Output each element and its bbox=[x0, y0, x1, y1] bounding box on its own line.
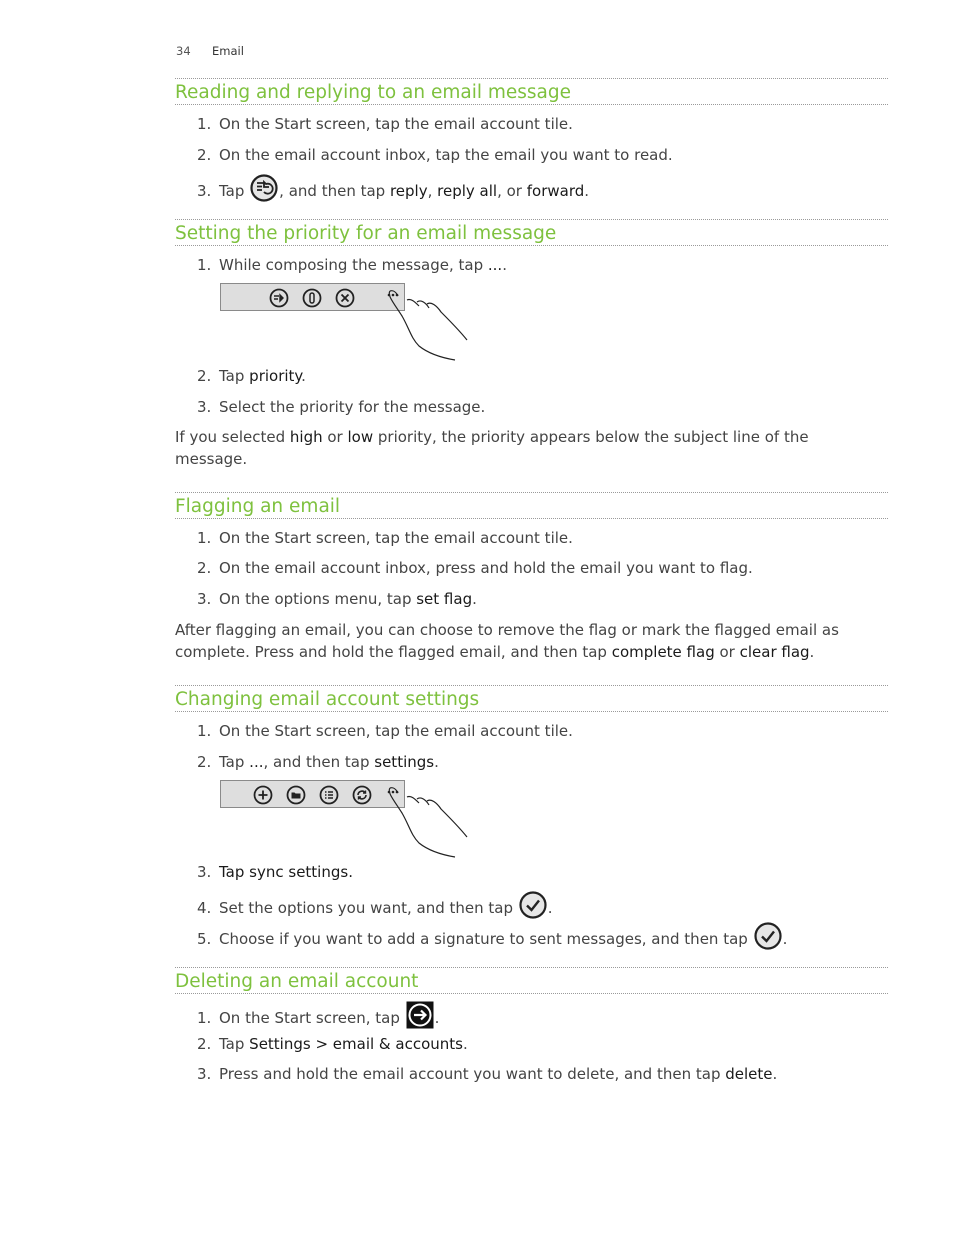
step-number: 2. bbox=[197, 1035, 212, 1053]
step-number: 2. bbox=[197, 753, 212, 771]
step-number: 2. bbox=[197, 146, 212, 164]
step-text: . bbox=[547, 899, 553, 917]
sync-icon bbox=[352, 785, 372, 809]
section-reading bbox=[175, 78, 888, 200]
step-text: , and then tap bbox=[263, 753, 375, 771]
list-item bbox=[197, 860, 353, 884]
list-item bbox=[197, 364, 306, 388]
step-number: 3. bbox=[197, 590, 212, 608]
delete-label: delete bbox=[725, 1065, 773, 1083]
pointing-hand-icon bbox=[387, 785, 473, 863]
step-number: 3. bbox=[197, 182, 212, 200]
step-text: Tap bbox=[219, 367, 250, 385]
priority-label: priority bbox=[249, 367, 302, 385]
para-text: or bbox=[714, 643, 740, 661]
step-text: . bbox=[782, 930, 788, 948]
section-deleting bbox=[175, 967, 888, 1083]
para-text: After flagging an email, you can choose to remove the flag or mark the flagged email as complete. Press and hold the flagged email, and then tap bbox=[175, 621, 839, 661]
step-text: On the options menu, tap bbox=[219, 590, 417, 608]
step-number: 2. bbox=[197, 367, 212, 385]
forward-label: forward bbox=[526, 182, 585, 200]
step-text: . bbox=[301, 367, 306, 385]
step-text: Select the priority for the message. bbox=[219, 398, 486, 416]
para-text: priority, the priority appears below the subject line of the message. bbox=[175, 428, 809, 468]
step-number: 1. bbox=[197, 529, 212, 547]
more-dots-icon: ... bbox=[249, 753, 264, 771]
list-item bbox=[197, 556, 753, 580]
list-item bbox=[197, 587, 477, 611]
new-icon bbox=[253, 785, 273, 809]
list-item bbox=[197, 395, 485, 419]
step-text: . bbox=[502, 256, 507, 274]
step-text: Tap bbox=[219, 1035, 250, 1053]
step-number: 1. bbox=[197, 115, 212, 133]
step-text: On the Start screen, tap the email account tile. bbox=[219, 115, 573, 133]
app-bar-image bbox=[220, 780, 405, 808]
step-number: 1. bbox=[197, 1009, 212, 1027]
list-item bbox=[197, 1001, 439, 1025]
step-number: 3. bbox=[197, 398, 212, 416]
list-item bbox=[197, 1062, 777, 1086]
attach-icon bbox=[302, 288, 322, 312]
sync-settings-label: Tap sync settings. bbox=[219, 863, 353, 881]
note-paragraph bbox=[175, 619, 875, 663]
para-text: . bbox=[809, 643, 815, 661]
step-text: Press and hold the email account you want to delete, and then tap bbox=[219, 1065, 726, 1083]
clear-flag-label: clear flag bbox=[739, 643, 810, 661]
step-text: , and then tap bbox=[279, 182, 390, 200]
step-number: 1. bbox=[197, 256, 212, 274]
list-item bbox=[197, 112, 573, 136]
step-text: . bbox=[434, 1009, 440, 1027]
set-flag-label: set flag bbox=[416, 590, 473, 608]
reply-icon bbox=[250, 174, 278, 209]
para-text: If you selected bbox=[175, 428, 290, 446]
step-number: 3. bbox=[197, 1065, 212, 1083]
step-number: 3. bbox=[197, 863, 212, 881]
arrow-right-icon bbox=[406, 1001, 434, 1036]
step-text: While composing the message, tap bbox=[219, 256, 488, 274]
section-heading: Flagging an email bbox=[175, 492, 888, 519]
list-item bbox=[197, 922, 787, 946]
settings-label: settings bbox=[374, 753, 435, 771]
section-settings bbox=[175, 685, 888, 948]
step-text: On the email account inbox, press and hold the email you want to flag. bbox=[219, 559, 753, 577]
priority-icon bbox=[269, 288, 289, 312]
list-item bbox=[197, 719, 573, 743]
step-text: Tap bbox=[219, 182, 250, 200]
reply-all-label: reply all bbox=[437, 182, 498, 200]
section-heading: Reading and replying to an email message bbox=[175, 78, 888, 105]
note-paragraph bbox=[175, 426, 875, 470]
pointing-hand-icon bbox=[387, 288, 473, 366]
select-icon bbox=[319, 785, 339, 809]
step-text: , or bbox=[497, 182, 527, 200]
step-text: On the email account inbox, tap the email you want to read. bbox=[219, 146, 673, 164]
list-item bbox=[197, 253, 507, 277]
step-number: 1. bbox=[197, 722, 212, 740]
reply-label: reply bbox=[389, 182, 428, 200]
step-text: . bbox=[434, 753, 439, 771]
section-priority bbox=[175, 219, 888, 468]
step-text: , bbox=[427, 182, 438, 200]
complete-flag-label: complete flag bbox=[611, 643, 715, 661]
running-header bbox=[176, 44, 244, 58]
step-text: . bbox=[462, 1035, 468, 1053]
step-number: 2. bbox=[197, 559, 212, 577]
section-flagging bbox=[175, 492, 888, 661]
discard-icon bbox=[335, 288, 355, 312]
section-heading: Deleting an email account bbox=[175, 967, 888, 994]
settings-path-label: Settings > email & accounts bbox=[249, 1035, 463, 1053]
list-item bbox=[197, 750, 439, 774]
step-text: . bbox=[772, 1065, 778, 1083]
step-text: Choose if you want to add a signature to sent messages, and then tap bbox=[219, 930, 753, 948]
section-heading: Changing email account settings bbox=[175, 685, 888, 712]
step-number: 4. bbox=[197, 899, 212, 917]
step-text: On the Start screen, tap the email account tile. bbox=[219, 722, 573, 740]
step-text: . bbox=[472, 590, 477, 608]
list-item bbox=[197, 174, 589, 198]
app-bar-image bbox=[220, 283, 405, 311]
list-item bbox=[197, 1032, 468, 1056]
step-text: On the Start screen, tap the email account tile. bbox=[219, 529, 573, 547]
high-label: high bbox=[289, 428, 323, 446]
step-text: Set the options you want, and then tap bbox=[219, 899, 518, 917]
section-heading: Setting the priority for an email message bbox=[175, 219, 888, 246]
step-text: On the Start screen, tap bbox=[219, 1009, 405, 1027]
list-item bbox=[197, 526, 573, 550]
step-number: 5. bbox=[197, 930, 212, 948]
more-dots-icon: ... bbox=[487, 256, 503, 274]
checkmark-icon bbox=[519, 891, 547, 926]
chapter-title: Email bbox=[212, 44, 244, 58]
step-text: . bbox=[584, 182, 590, 200]
list-item bbox=[197, 891, 553, 915]
page-number: 34 bbox=[176, 44, 191, 58]
para-text: or bbox=[322, 428, 348, 446]
checkmark-icon bbox=[754, 922, 782, 957]
folder-icon bbox=[286, 785, 306, 809]
low-label: low bbox=[347, 428, 374, 446]
step-text: Tap bbox=[219, 753, 250, 771]
list-item bbox=[197, 143, 673, 167]
